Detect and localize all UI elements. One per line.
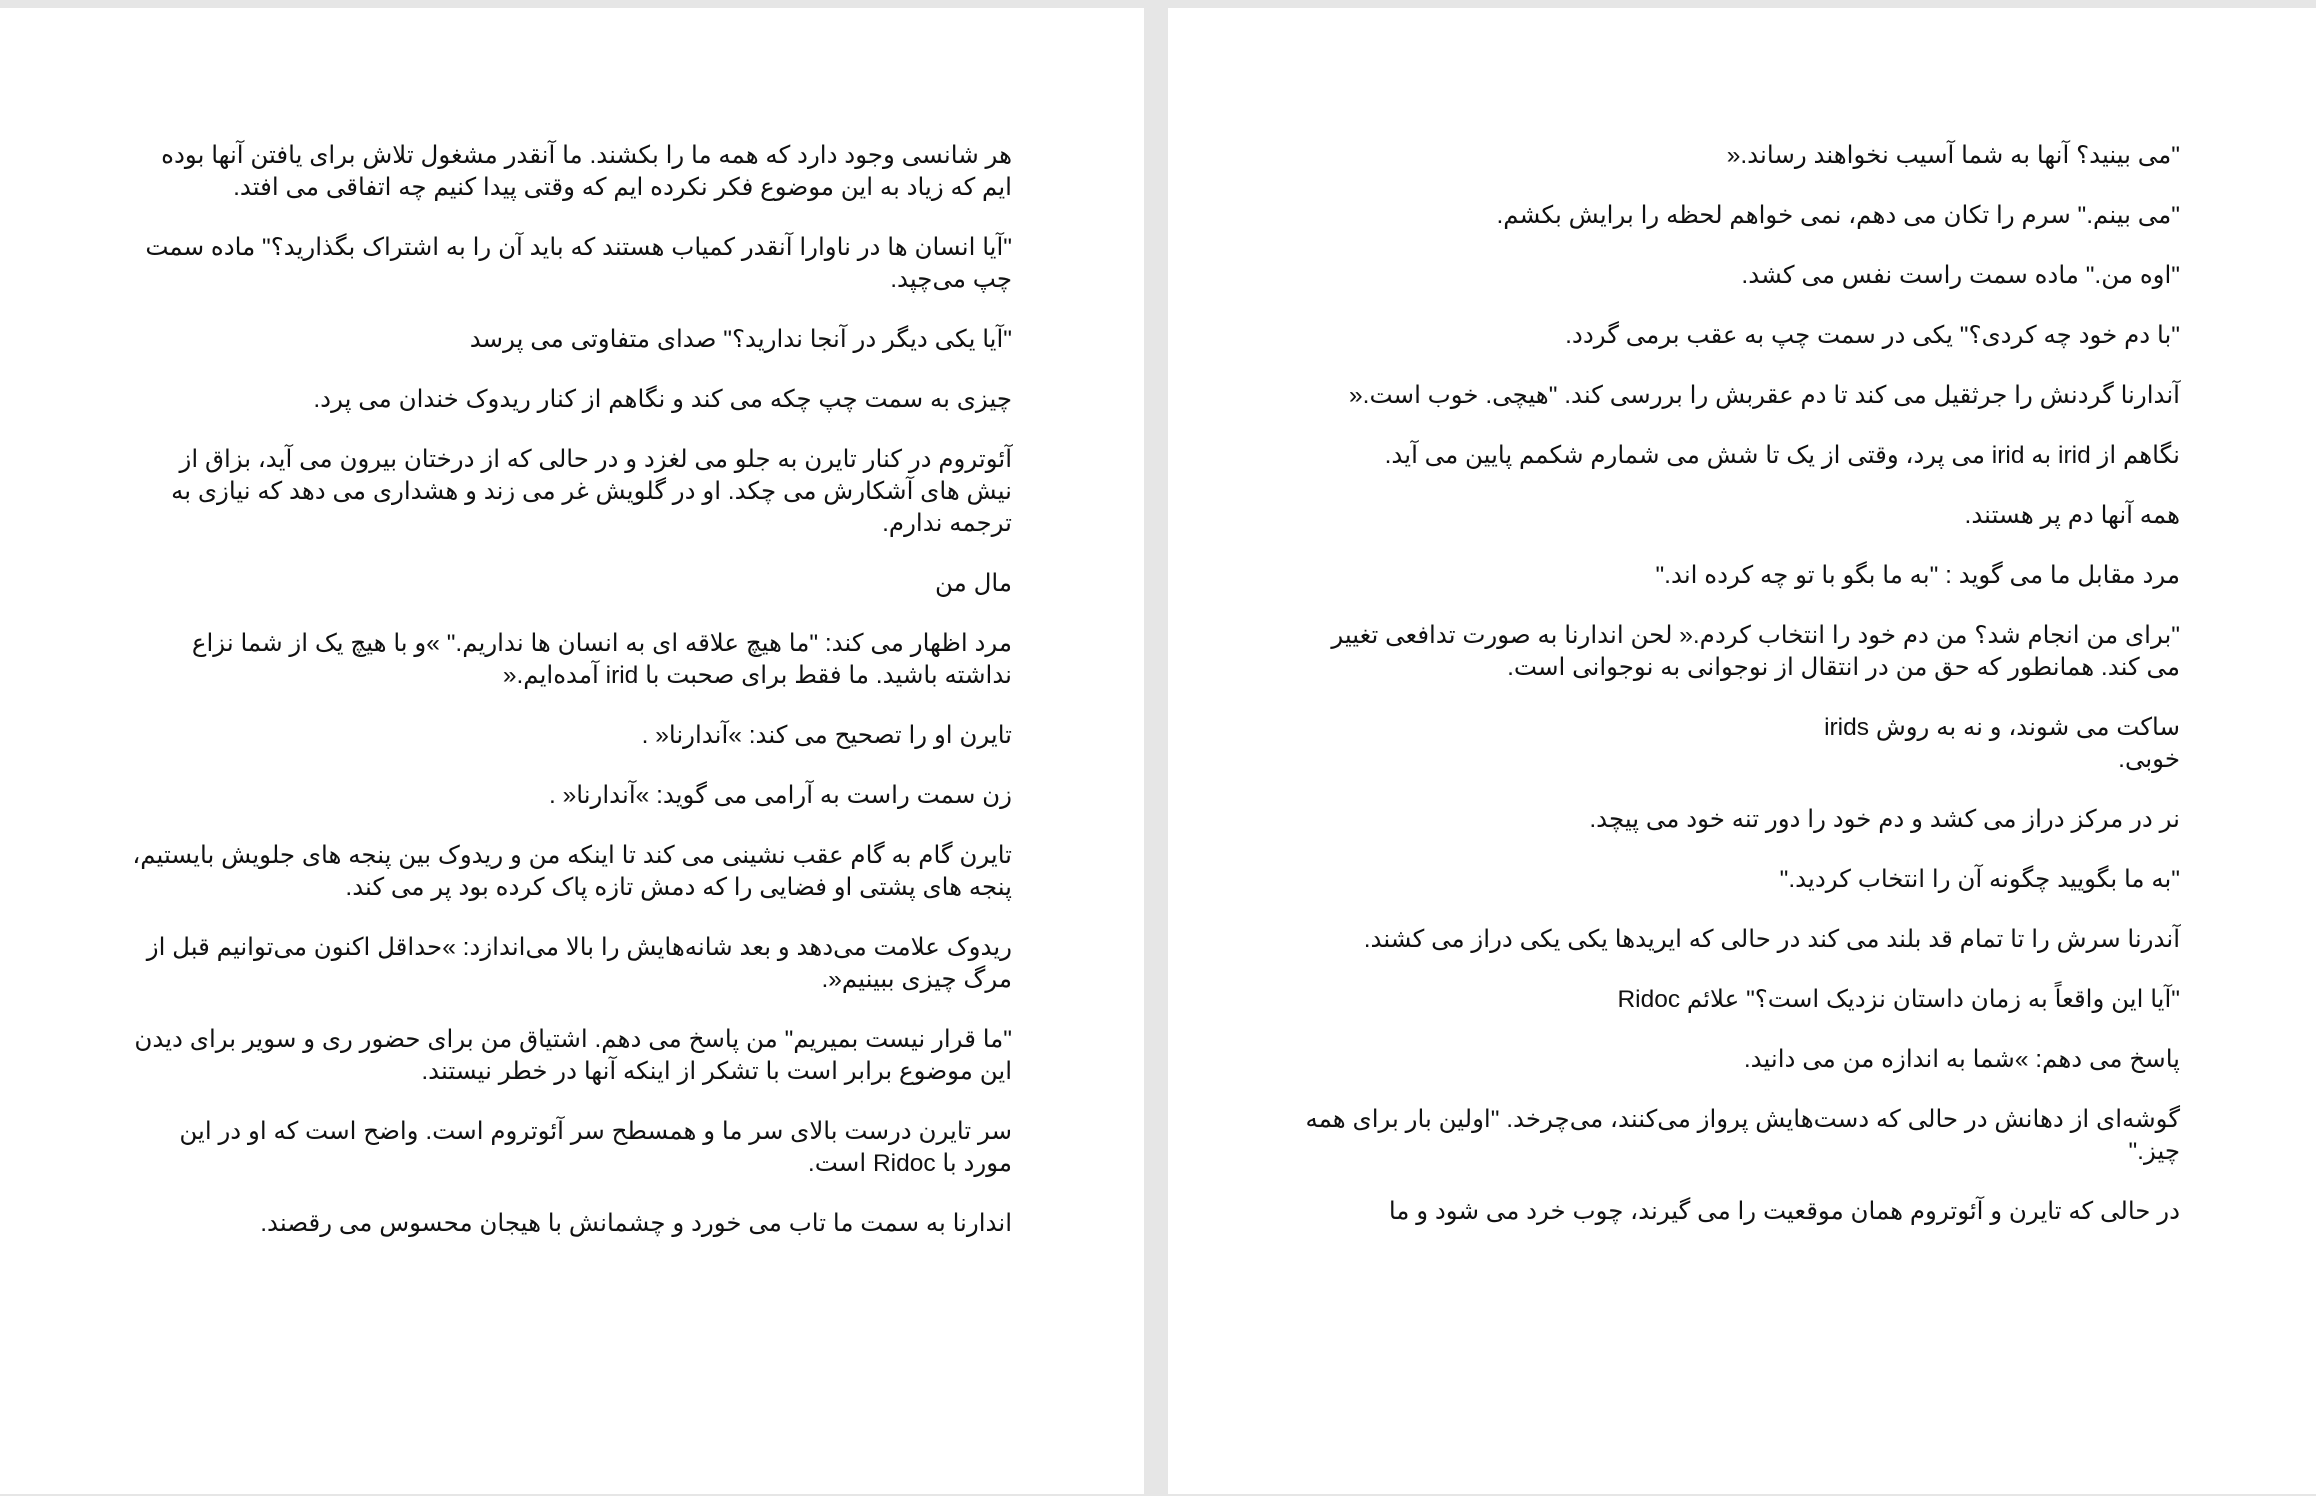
paragraph: نر در مرکز دراز می کشد و دم خود را دور تنه خود می پیچد. <box>1589 806 2180 833</box>
paragraph: "ما قرار نیست بمیریم" من پاسخ می دهم. اشتیاق من برای حضور ری و سویر برای دیدن این موضوع برابر است با تشکر از اینکه آنها در خطر نیستند. <box>134 1026 1012 1085</box>
paragraph: مرد اظهار می کند: "ما هیچ علاقه ای به انسان ها نداریم." »و با هیچ یک از شما نزاع نداشته باشید. ما فقط برای صحبت با irid آمده‌ایم.« <box>191 630 1012 689</box>
paragraph: تایرن گام به گام عقب نشینی می کند تا اینکه من و ریدوک بین پنجه های جلویش بایستیم، پنجه های پشتی او فضایی را که دمش تازه پاک کرده بود پر می کند. <box>132 842 1012 901</box>
paragraph: "برای من انجام شد؟ من دم خود را انتخاب کردم.« لحن اندارنا به صورت تدافعی تغییر می کند. همانطور که حق من در انتقال از نوجوانی به نوجوانی است. <box>1331 622 2180 681</box>
left-page <box>0 8 1144 1494</box>
paragraph: مرد مقابل ما می گوید : "به ما بگو با تو چه کرده اند." <box>1655 562 2180 589</box>
paragraph: هر شانسی وجود دارد که همه ما را بکشند. ما آنقدر مشغول تلاش برای یافتن آنها بوده ایم که زیاد به این موضوع فکر نکرده ایم که وقتی پیدا کنیم چه اتفاقی می افتد. <box>161 142 1012 201</box>
paragraph: در حالی که تایرن و آئوتروم همان موقعیت را می گیرند، چوب خرد می شود و ما <box>1388 1198 2180 1225</box>
paragraph: مال من <box>935 570 1012 597</box>
paragraph: آندرنا سرش را تا تمام قد بلند می کند در حالی که ایریدها یکی یکی دراز می کشند. <box>1363 926 2180 953</box>
paragraph: همه آنها دم پر هستند. <box>1964 502 2180 529</box>
paragraph: نگاهم از irid به irid می پرد، وقتی از یک تا شش می شمارم شکمم پایین می آید. <box>1384 442 2180 469</box>
paragraph: آئوتروم در کنار تایرن به جلو می لغزد و در حالی که از درختان بیرون می آید، بزاق از نیش های آشکارش می چکد. او در گلویش غر می زند و هشداری می دهد که نیازی به ترجمه ندارم. <box>171 446 1012 537</box>
paragraph: چیزی به سمت چپ چکه می کند و نگاهم از کنار ریدوک خندان می پرد. <box>313 386 1012 413</box>
paragraph: "با دم خود چه کردی؟" یکی در سمت چپ به عقب برمی گردد. <box>1565 322 2180 349</box>
paragraph: تایرن او را تصحیح می کند: »آندارنا« . <box>641 722 1012 749</box>
paragraph: irids ساکت می شوند، و نه به روش خوبی. <box>1824 714 2180 773</box>
paragraph: "به ما بگویید چگونه آن را انتخاب کردید." <box>1779 866 2180 893</box>
paragraph: گوشه‌ای از دهانش در حالی که دست‌هایش پرواز می‌کنند، می‌چرخد. "اولین بار برای همه چیز." <box>1305 1106 2180 1165</box>
paragraph: اندارنا به سمت ما تاب می خورد و چشمانش با هیجان محسوس می رقصند. <box>260 1210 1012 1237</box>
paragraph: آندارنا گردنش را جرثقیل می کند تا دم عقربش را بررسی کند. "هیچی. خوب است.« <box>1349 382 2180 409</box>
paragraph: "می بینم." سرم را تکان می دهم، نمی خواهم لحظه را برایش بکشم. <box>1496 202 2180 229</box>
right-page-text <box>1300 140 2180 1256</box>
paragraph: "آیا یکی دیگر در آنجا ندارید؟" صدای متفاوتی می پرسد <box>469 326 1012 353</box>
paragraph: "آیا این واقعاً به زمان داستان نزدیک است؟" علائم Ridoc <box>1617 986 2180 1013</box>
paragraph: سر تایرن درست بالای سر ما و همسطح سر آئوتروم است. واضح است که او در این مورد با Ridoc است. <box>179 1118 1012 1177</box>
paragraph: "آیا انسان ها در ناوارا آنقدر کمیاب هستند که باید آن را به اشتراک بگذارید؟" ماده سمت چپ می‌چپد. <box>145 234 1012 293</box>
paragraph: پاسخ می دهم: »شما به اندازه من می دانید. <box>1743 1046 2180 1073</box>
paragraph: ریدوک علامت می‌دهد و بعد شانه‌هایش را بالا می‌اندازد: »حداقل اکنون می‌توانیم قبل از مرگ چیزی ببینیم«. <box>146 934 1012 993</box>
paragraph: "اوه من." ماده سمت راست نفس می کشد. <box>1741 262 2180 289</box>
paragraph: زن سمت راست به آرامی می گوید: »آندارنا« . <box>548 782 1012 809</box>
right-page <box>1168 8 2316 1494</box>
left-page-text <box>128 140 1012 1268</box>
paragraph: "می بینید؟ آنها به شما آسیب نخواهند رساند.« <box>1726 142 2180 169</box>
